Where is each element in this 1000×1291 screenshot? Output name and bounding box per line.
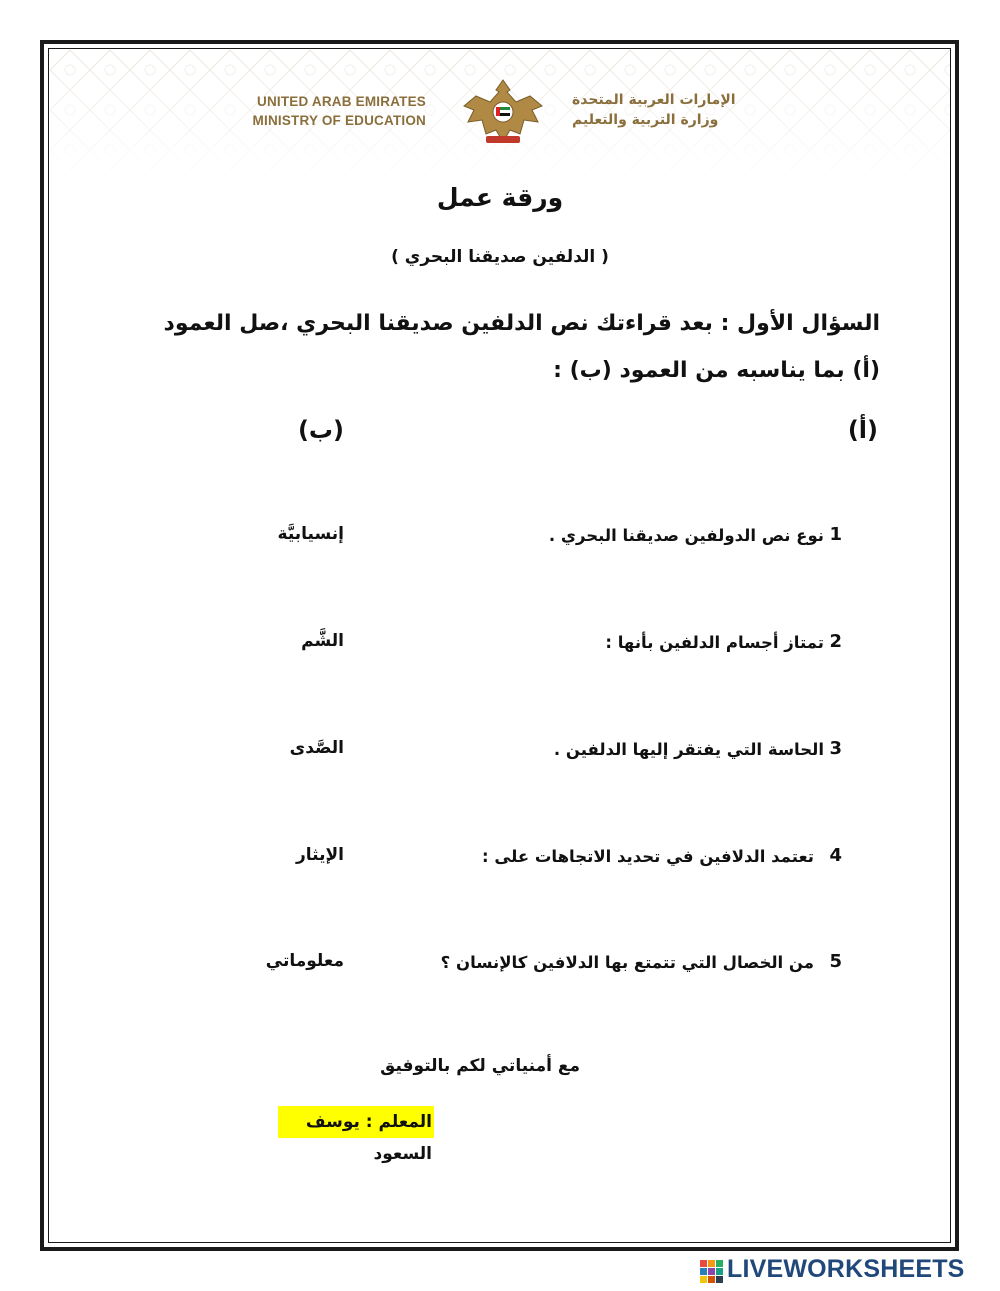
item-answer[interactable]: إنسيابيَّة [277, 524, 344, 544]
closing-wishes: مع أمنياتي لكم بالتوفيق [380, 1056, 580, 1076]
item-answer[interactable]: الصَّدى [289, 738, 344, 758]
item-number: 5 [829, 951, 842, 972]
uae-emblem-icon [460, 76, 546, 146]
header-arabic-line2: وزارة التربية والتعليم [572, 112, 719, 128]
header-english [226, 92, 426, 130]
worksheet-title: ورقة عمل [436, 183, 564, 212]
teacher-name: المعلم : يوسف السعود [278, 1106, 434, 1138]
item-number: 1 [829, 524, 842, 545]
column-a-heading: (أ) [847, 416, 878, 444]
header-arabic [572, 90, 772, 130]
header-english-line1: UNITED ARAB EMIRATES [257, 94, 426, 109]
item-answer[interactable]: معلوماتي [265, 951, 344, 971]
column-b-heading: (ب) [297, 416, 344, 444]
item-question: الحاسة التي يفتقر إليها الدلفين . [553, 740, 824, 759]
header-english-line2: MINISTRY OF EDUCATION [252, 113, 426, 128]
item-question: تعتمد الدلافين في تحديد الاتجاهات على : [482, 847, 814, 866]
liveworksheets-brand: LIVEWORKSHEETS [727, 1255, 965, 1283]
item-number: 3 [829, 738, 842, 759]
item-question: نوع نص الدولفين صديقنا البحري . [548, 526, 824, 545]
item-number: 2 [829, 631, 842, 652]
item-answer[interactable]: الشَّم [301, 631, 344, 651]
header-arabic-line1: الإمارات العربية المتحدة [572, 92, 736, 108]
item-number: 4 [829, 845, 842, 866]
item-question: تمتاز أجسام الدلفين بأنها : [605, 633, 824, 652]
item-question: من الخصال التي تتمتع بها الدلافين كالإنسان ؟ [440, 953, 814, 972]
item-answer[interactable]: الإيثار [296, 845, 344, 865]
question-instruction: السؤال الأول : بعد قراءتك نص الدلفين صديقنا البحري ،صل العمود (أ) بما يناسبه من العمود (ب) : [163, 311, 880, 383]
worksheet-subtitle: ( الدلفين صديقنا البحري ) [391, 247, 609, 267]
